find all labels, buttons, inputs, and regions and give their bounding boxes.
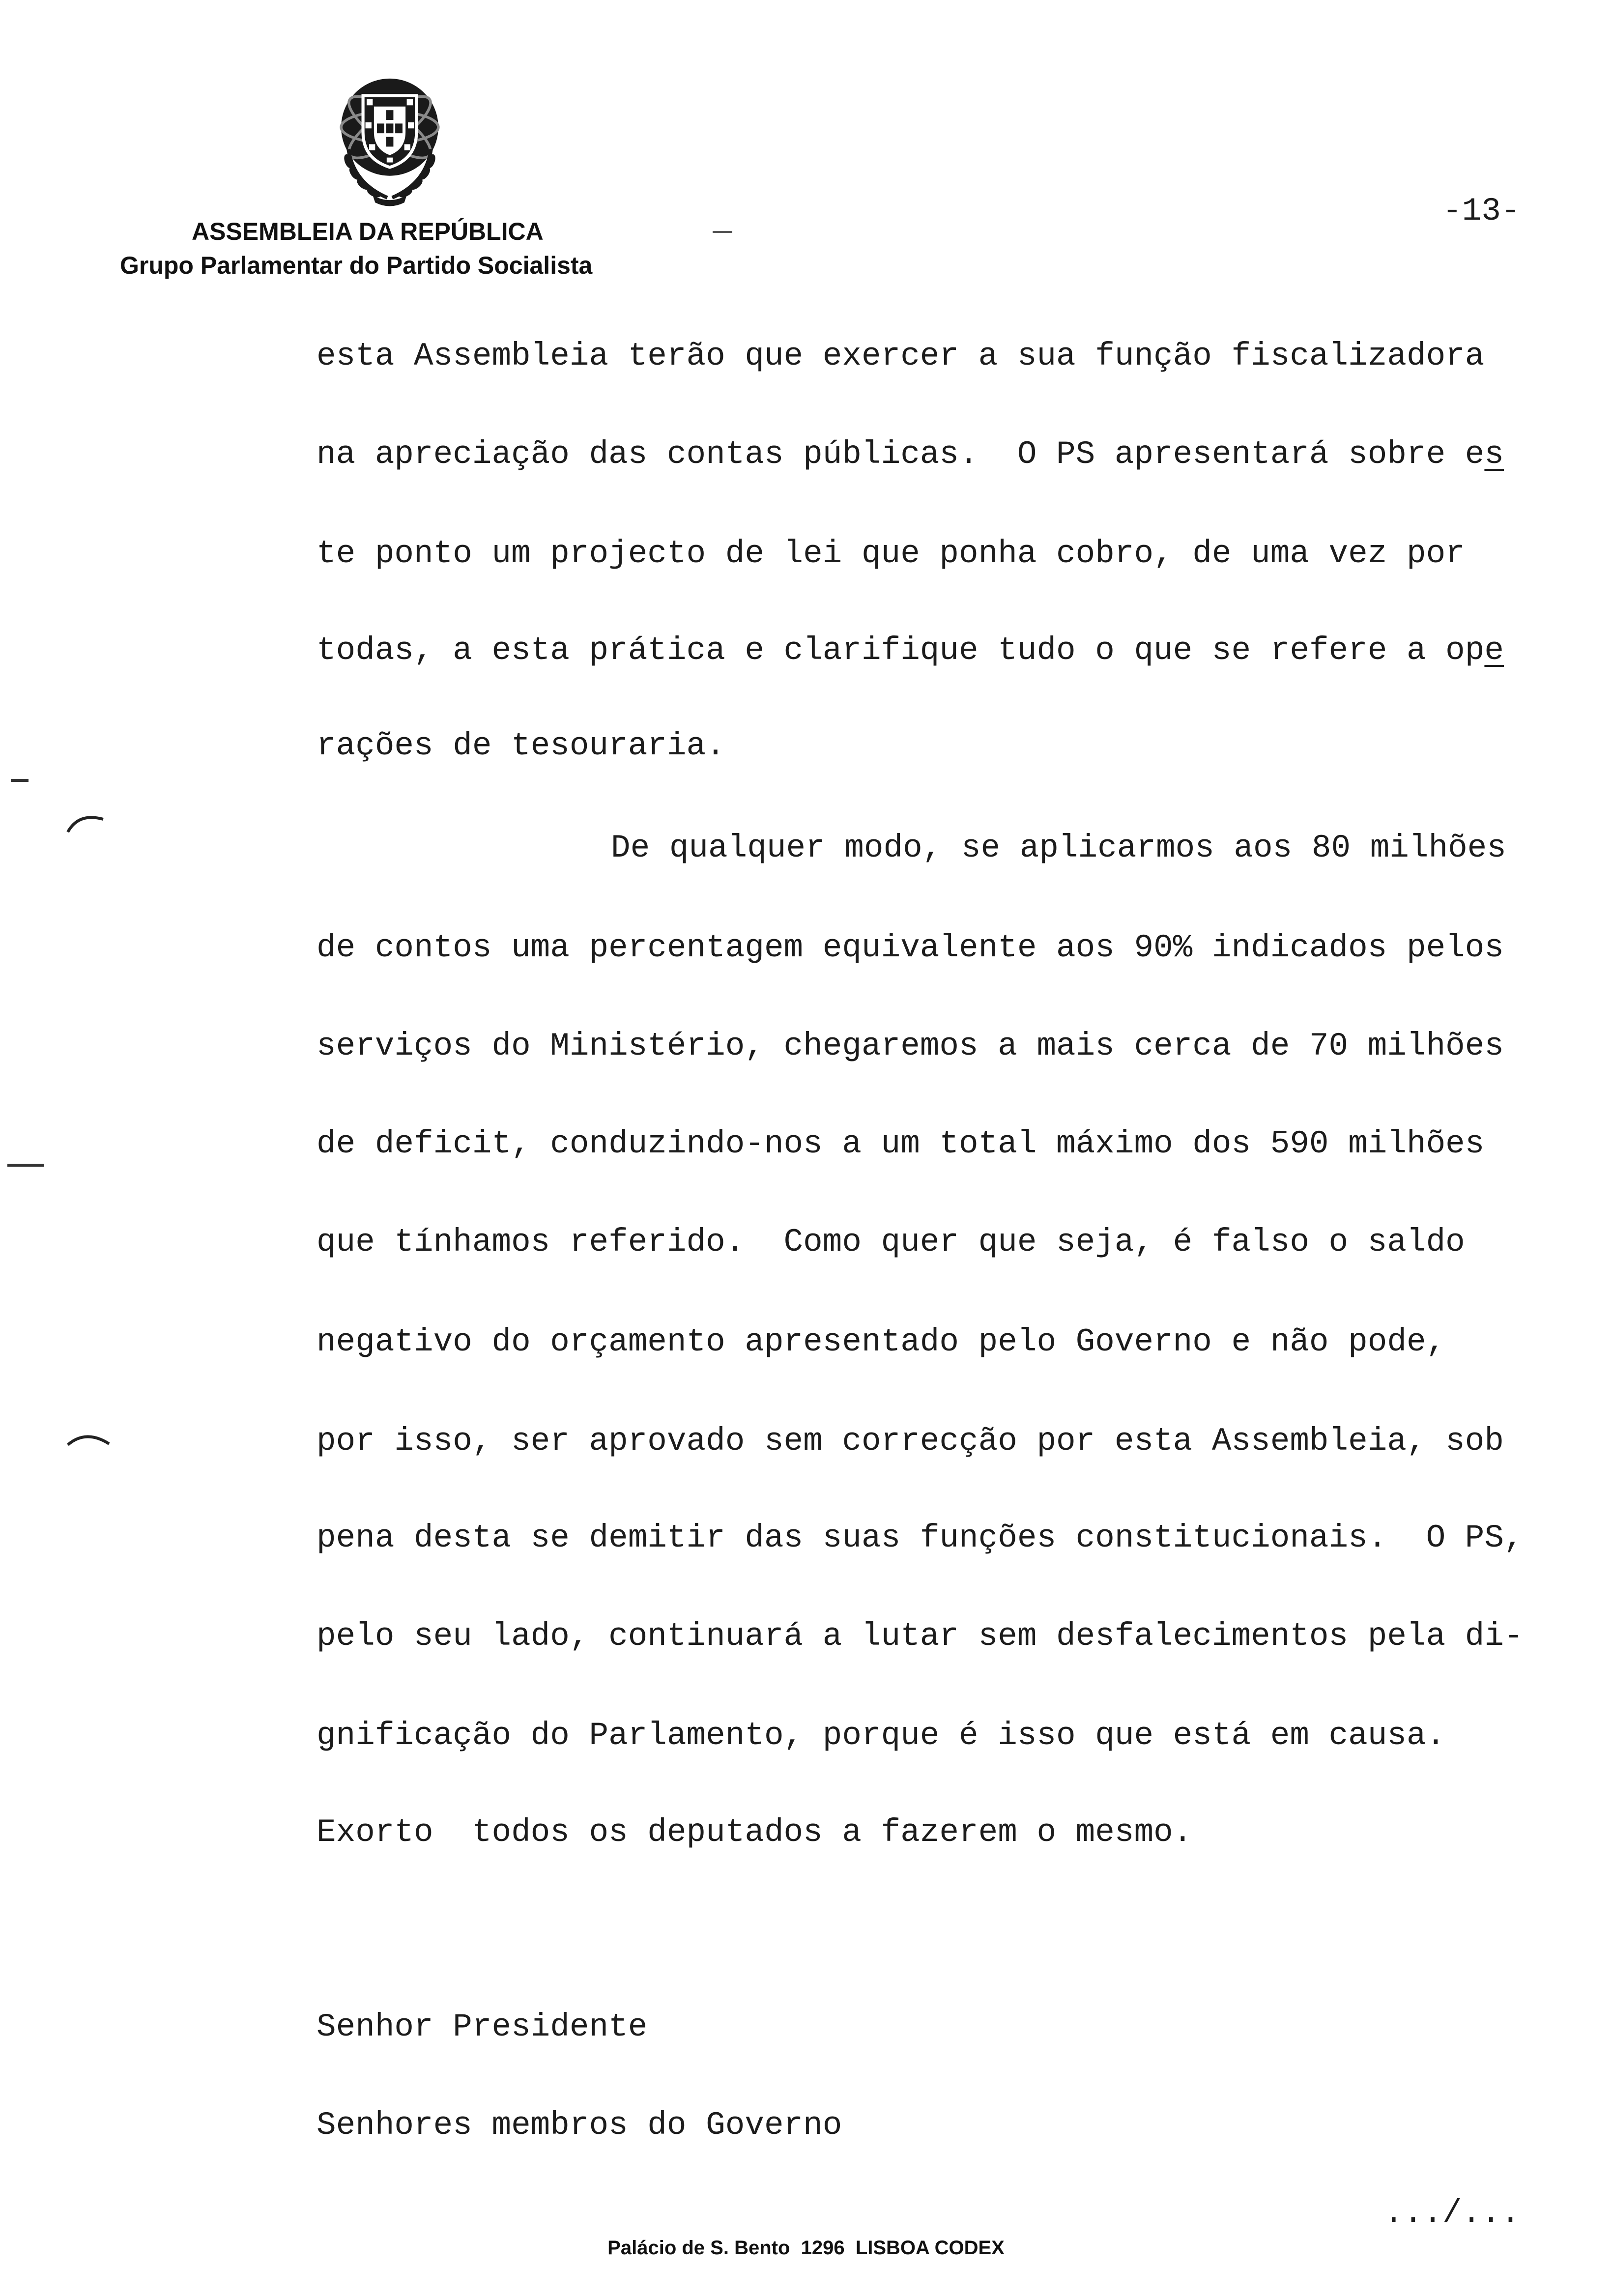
page-number: -13-	[1442, 193, 1521, 230]
scan-artifact-icon	[64, 1424, 113, 1454]
continuation-marker: .../...	[1384, 2195, 1521, 2232]
body-line: por isso, ser aprovado sem correcção por esta Assembleia, sob	[317, 1423, 1504, 1460]
scan-artifact-dash	[713, 231, 732, 233]
body-line: de deficit, conduzindo-nos a um total máximo dos 590 milhões	[317, 1125, 1485, 1162]
hyphenation-mark: s	[1484, 436, 1504, 473]
footer-address: Palácio de S. Bento 1296 LISBOA CODEX	[607, 2237, 1005, 2259]
parliamentary-group-name: Grupo Parlamentar do Partido Socialista	[120, 252, 593, 279]
body-line: serviços do Ministério, chegaremos a mais cerca de 70 milhões	[317, 1028, 1504, 1064]
body-line: rações de tesouraria.	[317, 727, 725, 764]
body-line: negativo do orçamento apresentado pelo Governo e não pode,	[317, 1323, 1446, 1360]
body-line: de contos uma percentagem equivalente aos 90% indicados pelos	[317, 929, 1504, 966]
body-line	[317, 631, 1504, 670]
hyphenation-mark: e	[1484, 632, 1504, 669]
body-line: pena desta se demitir das suas funções constitucionais. O PS,	[317, 1520, 1524, 1556]
body-line	[317, 435, 1504, 474]
institution-name: ASSEMBLEIA DA REPÚBLICA	[192, 218, 544, 245]
body-line: que tínhamos referido. Como quer que seja, é falso o saldo	[317, 1224, 1465, 1261]
paragraph-first-line: De qualquer modo, se aplicarmos aos 80 milhões	[611, 830, 1506, 866]
salutation-line: Senhor Presidente	[317, 2009, 648, 2045]
body-line-text: na apreciação das contas públicas. O PS apresentará sobre e	[317, 436, 1485, 473]
body-line: te ponto um projecto de lei que ponha cobro, de uma vez por	[317, 535, 1465, 572]
salutation-line: Senhores membros do Governo	[317, 2107, 842, 2144]
scan-artifact-dash	[7, 1164, 44, 1167]
body-line: pelo seu lado, continuará a lutar sem desfalecimentos pela di-	[317, 1618, 1524, 1655]
coat-of-arms-icon	[328, 74, 451, 207]
body-line: Exorto todos os deputados a fazerem o mesmo.	[317, 1814, 1193, 1851]
body-line-text: todas, a esta prática e clarifique tudo o que se refere a op	[317, 632, 1485, 669]
scan-artifact-icon	[64, 808, 108, 838]
body-line: gnificação do Parlamento, porque é isso que está em causa.	[317, 1717, 1446, 1754]
scan-artifact-dash	[11, 779, 29, 782]
body-line: esta Assembleia terão que exercer a sua função fiscalizadora	[317, 338, 1485, 374]
